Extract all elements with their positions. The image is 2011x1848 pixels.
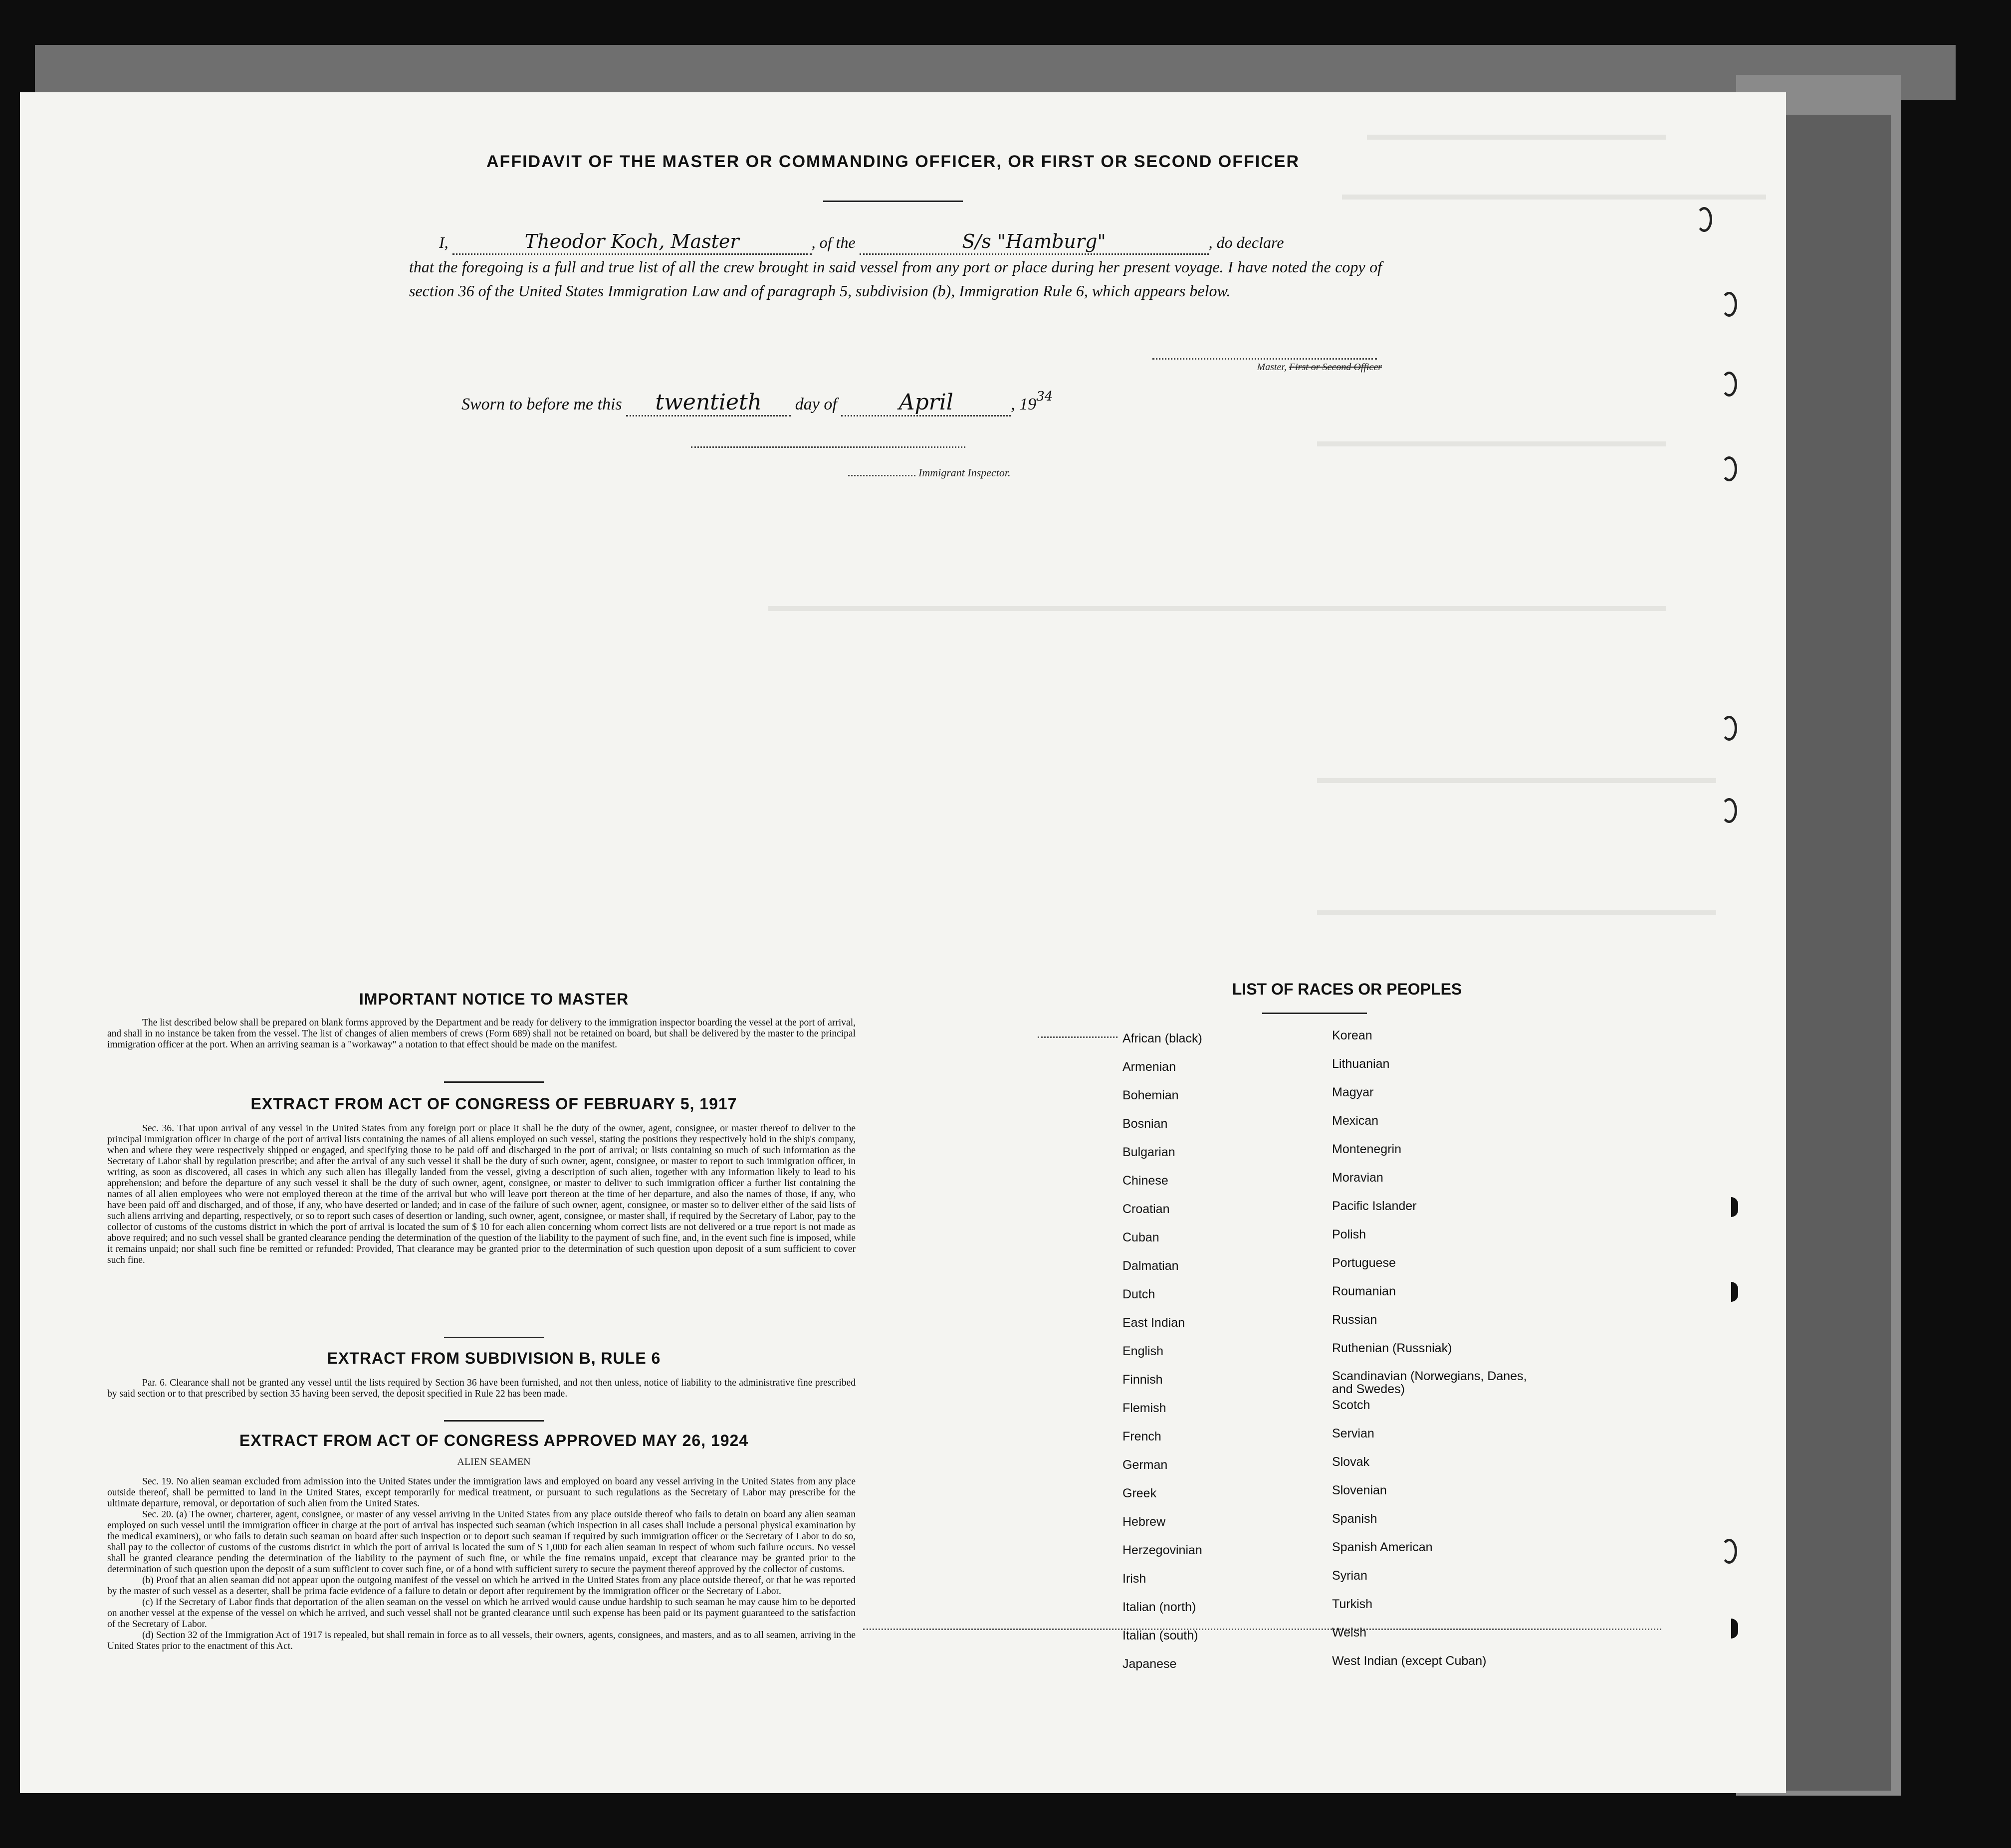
race-item: Cuban bbox=[1122, 1231, 1159, 1244]
act-1917-text bbox=[107, 1123, 856, 1266]
divider bbox=[444, 1337, 544, 1338]
inspector-signature-line bbox=[691, 446, 965, 448]
act-1917-paragraph: Sec. 36. That upon arrival of any vessel in the United States from any foreign port or place it shall be the duty of the owner, agent, consignee, or master thereof to deliver to the principal immigration officer in charge of the port of arrival lists containing the names of all aliens employed on such vessel, stating the positions they respectively hold in the ship's company, when and where they were respectively shipped or engaged, and specifying those to be paid off and discharged in the port of arrival; or lists containing so much of such information as the Secretary of Labor shall by regulation prescribe; and after the arrival of any such vessel it shall be the duty of such owner, agent, consignee, or master to report to such immigration officer, in writing, as soon as discovered, all cases in which any such alien has illegally landed from the vessel, giving a description of such alien, together with any information likely to lead to his apprehension; and before the departure of any such vessel it shall be the duty of such owner, agent, consignee, or master to deliver to such immigration officer a further list containing the names of all alien employees who were not employed thereon at the time of the arrival but who will leave port thereon at the time of her departure, and also the names of those, if any, who have been paid off and discharged, and of those, if any, who have deserted or landed; and in case of the failure of such owner, agent, consignee, or master so to deliver either of the said lists of such aliens arriving and departing, respectively, or so to report such cases of desertion or landing, such owner, agent, consignee, or master shall, if required by the Secretary of Labor, pay to the collector of customs of the customs district in which the port of arrival is located the sum of $ 10 for each alien concerning whom correct lists are not delivered or a true report is not made as above required; and no such vessel shall be granted clearance pending the determination of the question of the liability to the payment of such fine, and, in the event such fine is imposed, while it remains unpaid; nor shall such fine be remitted or refunded: Provided, That clearance may be granted prior to the determination of such question upon deposit of a sum sufficient to cover such fine. bbox=[107, 1123, 856, 1265]
act-1924-paragraph: (c) If the Secretary of Labor finds that deportation of the alien seaman on the vessel on which he arrived would cause undue hardship to such seaman he may cause him to be deported on another vessel at the expense of the vessel on which he arrived, and such vessel shall not be granted clearance until such expense has been paid or its payment guaranteed to the satisfaction of the Secretary of Labor. bbox=[107, 1597, 856, 1630]
notice-paragraph: The list described below shall be prepared on blank forms approved by the Department and be ready for delivery to the immigration inspector boarding the vessel at the port of arrival, and shall in no instance be taken from the vessel. The list of changes of alien members of crews (Form 689) shall not be retained on board, but shall be delivered by the master to the principal immigration officer at the port. When an arriving seaman is a "workaway" a notation to that effect should be made on the manifest. bbox=[107, 1018, 856, 1050]
race-item: Scotch bbox=[1332, 1398, 1370, 1412]
race-item: Hebrew bbox=[1122, 1515, 1166, 1529]
binder-hole bbox=[1721, 798, 1737, 823]
race-item: Spanish American bbox=[1332, 1540, 1433, 1554]
race-item: West Indian (except Cuban) bbox=[1332, 1654, 1487, 1668]
act-1924-paragraph: Sec. 19. No alien seaman excluded from admission into the United States under the immigration laws and employed on board any vessel arriving in the United States from any place outside thereof, shall be permitted to land in the United States, except temporarily for medical treatment, or pursuant to such regulations as the Secretary of Labor may prescribe for the ultimate departure, removal, or deportation of such alien from the United States. bbox=[107, 1476, 856, 1509]
binder-hole bbox=[1721, 372, 1737, 397]
race-item: Portuguese bbox=[1332, 1256, 1396, 1270]
sworn-prefix: Sworn to before me this bbox=[461, 395, 622, 413]
race-item: Syrian bbox=[1332, 1569, 1367, 1583]
race-item: Russian bbox=[1332, 1313, 1377, 1327]
binder-hole bbox=[1696, 207, 1712, 232]
sworn-day-field: twentieth bbox=[626, 390, 791, 416]
inspector-label bbox=[848, 466, 1011, 479]
affidavit-statement bbox=[409, 229, 1382, 303]
race-item: Welsh bbox=[1332, 1626, 1367, 1640]
bleed-through bbox=[1342, 195, 1766, 200]
race-item: Dalmatian bbox=[1122, 1259, 1179, 1273]
binder-hole bbox=[1721, 1539, 1737, 1564]
statement-i: I, bbox=[439, 233, 448, 251]
race-item: English bbox=[1122, 1344, 1163, 1358]
race-item: Slovak bbox=[1332, 1455, 1370, 1469]
sworn-line bbox=[461, 389, 1160, 416]
rule-6-paragraph: Par. 6. Clearance shall not be granted any vessel until the lists required by Section 36 have been furnished, and not then unless, notice of liability to the administrative fine prescribed by said section or to that prescribed by section 35 having been served, the deposit specified in Rule 22 has been made. bbox=[107, 1378, 856, 1399]
race-item: Montenegrin bbox=[1332, 1142, 1401, 1156]
affidavit-title: AFFIDAVIT OF THE MASTER OR COMMANDING OFFICER, OR FIRST OR SECOND OFFICER bbox=[486, 152, 1300, 171]
binder-hole bbox=[1731, 1282, 1738, 1302]
race-item: Scandinavian (Norwegians, Danes, and Swedes) bbox=[1332, 1369, 1527, 1396]
notice-text bbox=[107, 1018, 856, 1050]
scan-background bbox=[35, 45, 1956, 100]
divider bbox=[444, 1081, 544, 1083]
race-item: Spanish bbox=[1332, 1512, 1377, 1526]
dot-leader bbox=[1038, 1036, 1117, 1038]
race-item: Lithuanian bbox=[1332, 1057, 1390, 1071]
race-item: Slovenian bbox=[1332, 1483, 1387, 1497]
divider bbox=[1262, 1013, 1367, 1014]
races-list-right bbox=[1332, 1028, 1542, 1682]
bleed-through bbox=[768, 606, 1666, 611]
inspector-label-text: Immigrant Inspector. bbox=[918, 466, 1011, 479]
races-heading: LIST OF RACES OR PEOPLES bbox=[1232, 980, 1462, 998]
race-item: Servian bbox=[1332, 1427, 1374, 1440]
act-1924-paragraph: (d) Section 32 of the Immigration Act of 1917 is repealed, but shall remain in force as to all vessels, their owners, agents, consignees, and masters, and as to all seamen, arriving in the United States prior to the enactment of this Act. bbox=[107, 1630, 856, 1651]
race-item: African (black) bbox=[1122, 1031, 1202, 1045]
bleed-through bbox=[1317, 441, 1666, 446]
race-item: Irish bbox=[1122, 1572, 1146, 1586]
race-item: Greek bbox=[1122, 1486, 1157, 1500]
race-item: Bohemian bbox=[1122, 1088, 1179, 1102]
race-item: Korean bbox=[1332, 1028, 1372, 1042]
act-1917-heading: EXTRACT FROM ACT OF CONGRESS OF FEBRUARY 5, 1917 bbox=[250, 1095, 737, 1113]
binder-hole bbox=[1721, 292, 1737, 317]
bleed-through bbox=[1317, 910, 1716, 915]
race-item: Finnish bbox=[1122, 1373, 1163, 1387]
inspector-dot-leader bbox=[848, 475, 915, 476]
act-1924-subheading: ALIEN SEAMEN bbox=[457, 1456, 531, 1467]
race-item: French bbox=[1122, 1430, 1161, 1443]
race-item: Roumanian bbox=[1332, 1284, 1396, 1298]
sworn-year-prefix: , 19 bbox=[1011, 395, 1037, 413]
race-item: Ruthenian (Russniak) bbox=[1332, 1341, 1452, 1355]
race-item: Dutch bbox=[1122, 1287, 1155, 1301]
rule-6-text bbox=[107, 1378, 856, 1400]
race-item: Bosnian bbox=[1122, 1117, 1168, 1131]
race-item: Polish bbox=[1332, 1228, 1366, 1241]
master-name-field: Theodor Koch, Master bbox=[452, 229, 812, 255]
divider bbox=[823, 201, 963, 202]
race-item: Mexican bbox=[1332, 1114, 1379, 1128]
affidavit-body: that the foregoing is a full and true list of all the crew brought in said vessel from any port or place during her present voyage. I have noted the copy of section 36 of the United States Immigration Law and of paragraph 5, subdivision (b), Immigration Rule 6, which appears below. bbox=[409, 258, 1382, 300]
race-item: Bulgarian bbox=[1122, 1145, 1175, 1159]
statement-of-the: , of the bbox=[811, 233, 856, 251]
race-item: Herzegovinian bbox=[1122, 1543, 1202, 1557]
dot-leader bbox=[863, 1629, 1661, 1630]
scan-background bbox=[1776, 115, 1891, 1791]
statement-do-declare: , do declare bbox=[1208, 233, 1284, 251]
race-item: Chinese bbox=[1122, 1174, 1168, 1188]
bleed-through bbox=[1367, 135, 1666, 140]
binder-hole bbox=[1721, 456, 1737, 481]
sworn-month-field: April bbox=[841, 390, 1011, 416]
master-signature-line bbox=[1152, 353, 1377, 360]
race-item: Italian (south) bbox=[1122, 1629, 1198, 1643]
race-item: East Indian bbox=[1122, 1316, 1185, 1330]
race-item: Pacific Islander bbox=[1332, 1199, 1417, 1213]
race-item: Turkish bbox=[1332, 1597, 1373, 1611]
bleed-through bbox=[1317, 778, 1716, 783]
race-item: Armenian bbox=[1122, 1060, 1176, 1074]
divider bbox=[444, 1420, 544, 1422]
act-1924-paragraph: (b) Proof that an alien seaman did not appear upon the outgoing manifest of the vessel on which he arrived in the United States from any place outside thereof, or that he was reported by the master of such vessel as a deserter, shall be prima facie evidence of a failure to detain or deport after requirement by the immigration officer or the Secretary of Labor. bbox=[107, 1575, 856, 1597]
binder-hole bbox=[1731, 1619, 1738, 1639]
sworn-year-field: 34 bbox=[1036, 389, 1053, 404]
race-item: Magyar bbox=[1332, 1085, 1374, 1099]
race-item: German bbox=[1122, 1458, 1168, 1472]
race-item: Italian (north) bbox=[1122, 1600, 1196, 1614]
binder-hole bbox=[1721, 716, 1737, 741]
act-1924-heading: EXTRACT FROM ACT OF CONGRESS APPROVED MAY 26, 1924 bbox=[239, 1432, 749, 1449]
sworn-day-of: day of bbox=[795, 395, 837, 413]
master-word: Master, bbox=[1257, 362, 1287, 373]
notice-heading: IMPORTANT NOTICE TO MASTER bbox=[359, 990, 629, 1008]
rule-6-heading: EXTRACT FROM SUBDIVISION B, RULE 6 bbox=[327, 1349, 661, 1367]
struck-officer-text: First or Second Officer bbox=[1289, 362, 1382, 373]
race-item: Japanese bbox=[1122, 1657, 1177, 1671]
races-list-left bbox=[1122, 1031, 1202, 1685]
act-1924-paragraph: Sec. 20. (a) The owner, charterer, agent, consignee, or master of any vessel arriving in the United States from any place outside thereof who fails to detain on board any alien seaman employed on such vessel until the immigration officer in charge at the port of arrival has inspected such seaman (which inspection in all cases shall include a personal physical examination by the medical examiners), or who fails to detain such seaman on board after such inspection or to deport such seaman if required by such immigration officer or the Secretary of Labor to do so, shall pay to the collector of customs of the customs district in which the port of arrival is located the sum of $ 1,000 for each alien seaman in respect of whom such failure occurs. No vessel shall be granted clearance pending the determination of the liability to the payment of such fine, or while the fine remains unpaid, except that clearance may be granted prior to the determination of such question upon the deposit of a sum sufficient to cover such fine, or of a bond with sufficient surety to secure the payment thereof approved by the collector of customs. bbox=[107, 1509, 856, 1575]
race-item: Flemish bbox=[1122, 1401, 1166, 1415]
race-item: Croatian bbox=[1122, 1202, 1170, 1216]
binder-hole bbox=[1731, 1197, 1738, 1217]
act-1924-text bbox=[107, 1476, 856, 1652]
vessel-name-field: S/s "Hamburg" bbox=[860, 229, 1209, 255]
race-item: Moravian bbox=[1332, 1171, 1383, 1185]
master-label bbox=[1152, 362, 1382, 373]
